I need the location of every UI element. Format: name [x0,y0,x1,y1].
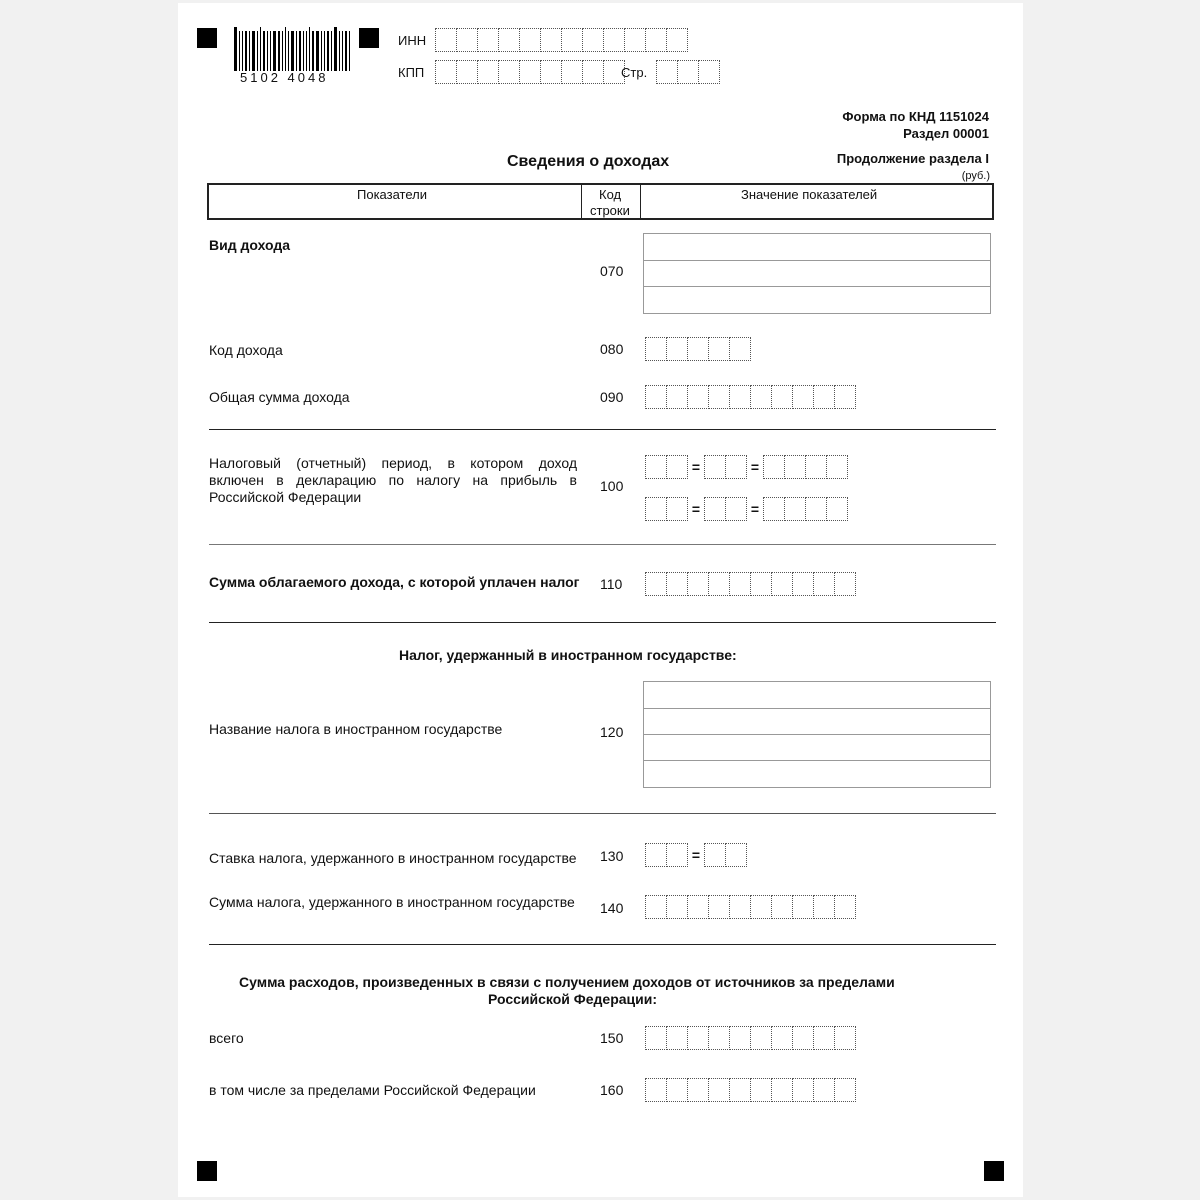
expenses-heading-line1: Сумма расходов, произведенных в связи с получением доходов от источников за пределами [239,974,895,990]
character-cell[interactable] [709,895,730,919]
table-header [207,183,994,220]
character-cell[interactable] [667,843,688,867]
barcode-bar [342,31,343,71]
barcode-bar [260,27,261,71]
tax-period-label-line3: Российской Федерации [209,489,362,505]
character-cell[interactable] [772,385,793,409]
character-cell[interactable] [499,60,520,84]
tax-period-field-2[interactable] [645,497,848,521]
divider [209,622,996,623]
character-cell[interactable] [709,385,730,409]
row-code-100: 100 [600,478,624,494]
barcode-bar [273,31,276,71]
character-cell[interactable] [772,572,793,596]
character-cell[interactable] [709,572,730,596]
corner-marker-top-right [359,28,379,48]
barcode-bar [339,31,340,71]
foreign-tax-name-label: Название налога в иностранном государстве [209,721,503,737]
equals-separator: = [691,501,701,517]
character-cell[interactable] [688,572,709,596]
tax-period-label-line1: Налоговый (отчетный) период, в котором доход [209,455,577,471]
equals-separator: = [691,847,701,863]
foreign-tax-rate-field[interactable] [645,843,747,867]
kpp-field[interactable] [435,60,625,84]
character-cell[interactable] [457,60,478,84]
equals-separator: = [750,459,760,475]
character-cell[interactable] [645,337,667,361]
barcode-bar [234,27,237,71]
character-cell[interactable] [704,455,726,479]
character-cell[interactable] [541,28,562,52]
character-cell[interactable] [751,1026,772,1050]
form-code: Форма по КНД 1151024 [842,109,989,124]
character-cell[interactable] [667,28,688,52]
character-cell[interactable] [583,28,604,52]
continuation-note: Продолжение раздела I [836,151,989,166]
character-cell[interactable] [751,1078,772,1102]
character-cell[interactable] [793,1026,814,1050]
character-cell[interactable] [457,28,478,52]
character-cell[interactable] [730,337,751,361]
barcode-bar [245,31,247,71]
character-cell[interactable] [646,28,667,52]
character-cell[interactable] [704,497,726,521]
barcode-bar [291,31,294,71]
barcode-bar [299,31,301,71]
taxable-income-label: Сумма облагаемого дохода, с которой уплачен налог [209,574,580,590]
character-cell[interactable] [763,455,785,479]
character-cell[interactable] [814,572,835,596]
character-cell[interactable] [435,28,457,52]
barcode-bar [324,31,325,71]
barcode-bar [316,31,319,71]
header-values: Значение показателей [741,187,878,202]
section-code: Раздел 00001 [903,126,989,141]
row-code-080: 080 [600,341,624,357]
character-cell[interactable] [806,455,827,479]
document-title: Сведения о доходах [507,153,670,170]
tax-period-label-line2: включен в декларацию по налогу на прибыль в [209,472,577,488]
barcode-bar [309,27,310,71]
expenses-total-field[interactable] [645,1026,856,1050]
character-cell[interactable] [604,28,625,52]
character-cell[interactable] [730,1078,751,1102]
barcode-bar [303,31,304,71]
income-code-field[interactable] [645,337,751,361]
character-cell[interactable] [645,843,667,867]
page-number-label: Стр. [621,65,648,80]
character-cell[interactable] [645,1026,667,1050]
character-cell[interactable] [709,1026,730,1050]
currency-unit: (руб.) [961,170,990,182]
character-cell[interactable] [772,1026,793,1050]
character-cell[interactable] [806,497,827,521]
taxable-income-field[interactable] [645,572,856,596]
equals-separator: = [691,459,701,475]
character-cell[interactable] [751,895,772,919]
character-cell[interactable] [730,895,751,919]
barcode-bar [306,31,307,71]
character-cell[interactable] [793,572,814,596]
barcode-bar [312,31,314,71]
character-cell[interactable] [730,1026,751,1050]
total-income-field[interactable] [645,385,856,409]
character-cell[interactable] [793,1078,814,1102]
row-code-140: 140 [600,900,624,916]
barcode-bar [282,31,283,71]
barcode-bar [296,31,297,71]
row-code-130: 130 [600,848,624,864]
expenses-total-label: всего [209,1030,244,1046]
character-cell[interactable] [478,28,499,52]
barcode [234,27,352,71]
barcode-bar [285,27,286,71]
tax-period-field-1[interactable] [645,455,848,479]
barcode-bar [239,31,240,71]
character-cell[interactable] [726,455,747,479]
row-code-110: 110 [600,576,623,592]
character-cell[interactable] [772,895,793,919]
barcode-bar [334,27,337,71]
character-cell[interactable] [667,455,688,479]
header-code-line1: Код [599,187,622,202]
character-cell[interactable] [688,337,709,361]
character-cell[interactable] [667,572,688,596]
character-cell[interactable] [793,895,814,919]
character-cell[interactable] [827,455,848,479]
header-code-line2: строки [590,203,630,218]
character-cell[interactable] [814,1026,835,1050]
row-code-090: 090 [600,389,624,405]
corner-marker-bottom-left [197,1161,217,1181]
barcode-bar [321,31,322,71]
character-cell[interactable] [709,1078,730,1102]
character-cell[interactable] [726,843,747,867]
character-cell[interactable] [667,385,688,409]
character-cell[interactable] [688,1078,709,1102]
divider [209,544,996,545]
character-cell[interactable] [645,895,667,919]
barcode-bar [257,31,258,71]
divider [209,429,996,430]
character-cell[interactable] [709,337,730,361]
character-cell[interactable] [835,1026,856,1050]
character-cell[interactable] [785,455,806,479]
foreign-tax-name-field[interactable] [643,681,991,788]
barcode-bar [345,31,347,71]
character-cell[interactable] [688,1026,709,1050]
barcode-bar [267,31,268,71]
character-cell[interactable] [726,497,747,521]
foreign-tax-amount-field[interactable] [645,895,856,919]
character-cell[interactable] [835,895,856,919]
character-cell[interactable] [656,60,678,84]
character-cell[interactable] [667,1026,688,1050]
character-cell[interactable] [751,385,772,409]
barcode-number: 5102 4048 [240,70,329,85]
character-cell[interactable] [763,497,785,521]
character-cell[interactable] [814,385,835,409]
character-cell[interactable] [688,385,709,409]
row-code-160: 160 [600,1082,624,1098]
character-cell[interactable] [645,385,667,409]
character-cell[interactable] [730,385,751,409]
expenses-abroad-label: в том числе за пределами Российской Федерации [209,1082,536,1098]
character-cell[interactable] [772,1078,793,1102]
character-cell[interactable] [645,1078,667,1102]
character-cell[interactable] [499,28,520,52]
divider [209,813,996,814]
expenses-abroad-field[interactable] [645,1078,856,1102]
barcode-bar [270,31,271,71]
character-cell[interactable] [667,337,688,361]
inn-field[interactable] [435,28,688,52]
character-cell[interactable] [667,895,688,919]
character-cell[interactable] [688,895,709,919]
row-code-070: 070 [600,263,624,279]
barcode-bar [263,31,265,71]
row-code-120: 120 [600,724,624,740]
divider [209,944,996,945]
character-cell[interactable] [435,60,457,84]
character-cell[interactable] [478,60,499,84]
character-cell[interactable] [678,60,699,84]
income-code-label: Код дохода [209,342,283,358]
foreign-tax-amount-label: Сумма налога, удержанного в иностранном государстве [209,894,575,910]
character-cell[interactable] [751,572,772,596]
barcode-bar [242,31,243,71]
character-cell[interactable] [583,60,604,84]
page-number-field[interactable] [656,60,720,84]
character-cell[interactable] [835,1078,856,1102]
character-cell[interactable] [520,60,541,84]
equals-separator: = [750,501,760,517]
character-cell[interactable] [730,572,751,596]
foreign-tax-heading: Налог, удержанный в иностранном государстве: [399,647,737,663]
character-cell[interactable] [562,60,583,84]
character-cell[interactable] [645,497,667,521]
character-cell[interactable] [793,385,814,409]
income-type-label: Вид дохода [209,237,291,253]
character-cell[interactable] [625,28,646,52]
character-cell[interactable] [541,60,562,84]
expenses-heading-line2: Российской Федерации: [488,991,658,1007]
character-cell[interactable] [785,497,806,521]
row-code-150: 150 [600,1030,624,1046]
character-cell[interactable] [699,60,720,84]
character-cell[interactable] [645,572,667,596]
character-cell[interactable] [562,28,583,52]
barcode-bar [331,31,332,71]
character-cell[interactable] [645,455,667,479]
corner-marker-bottom-right [984,1161,1004,1181]
character-cell[interactable] [667,1078,688,1102]
barcode-bar [288,31,289,71]
character-cell[interactable] [667,497,688,521]
character-cell[interactable] [814,895,835,919]
character-cell[interactable] [814,1078,835,1102]
income-type-field[interactable] [643,233,991,314]
character-cell[interactable] [835,572,856,596]
inn-label: ИНН [398,33,427,48]
form-page [178,3,1023,1197]
total-income-label: Общая сумма дохода [209,389,350,405]
corner-marker-top-left [197,28,217,48]
kpp-label: КПП [398,65,425,80]
header-indicators: Показатели [357,187,427,202]
barcode-bar [349,31,350,71]
character-cell[interactable] [704,843,726,867]
barcode-bar [278,31,280,71]
character-cell[interactable] [520,28,541,52]
barcode-bar [249,31,250,71]
barcode-bar [252,31,255,71]
barcode-bar [327,31,329,71]
character-cell[interactable] [835,385,856,409]
character-cell[interactable] [827,497,848,521]
foreign-tax-rate-label: Ставка налога, удержанного в иностранном государстве [209,850,577,866]
